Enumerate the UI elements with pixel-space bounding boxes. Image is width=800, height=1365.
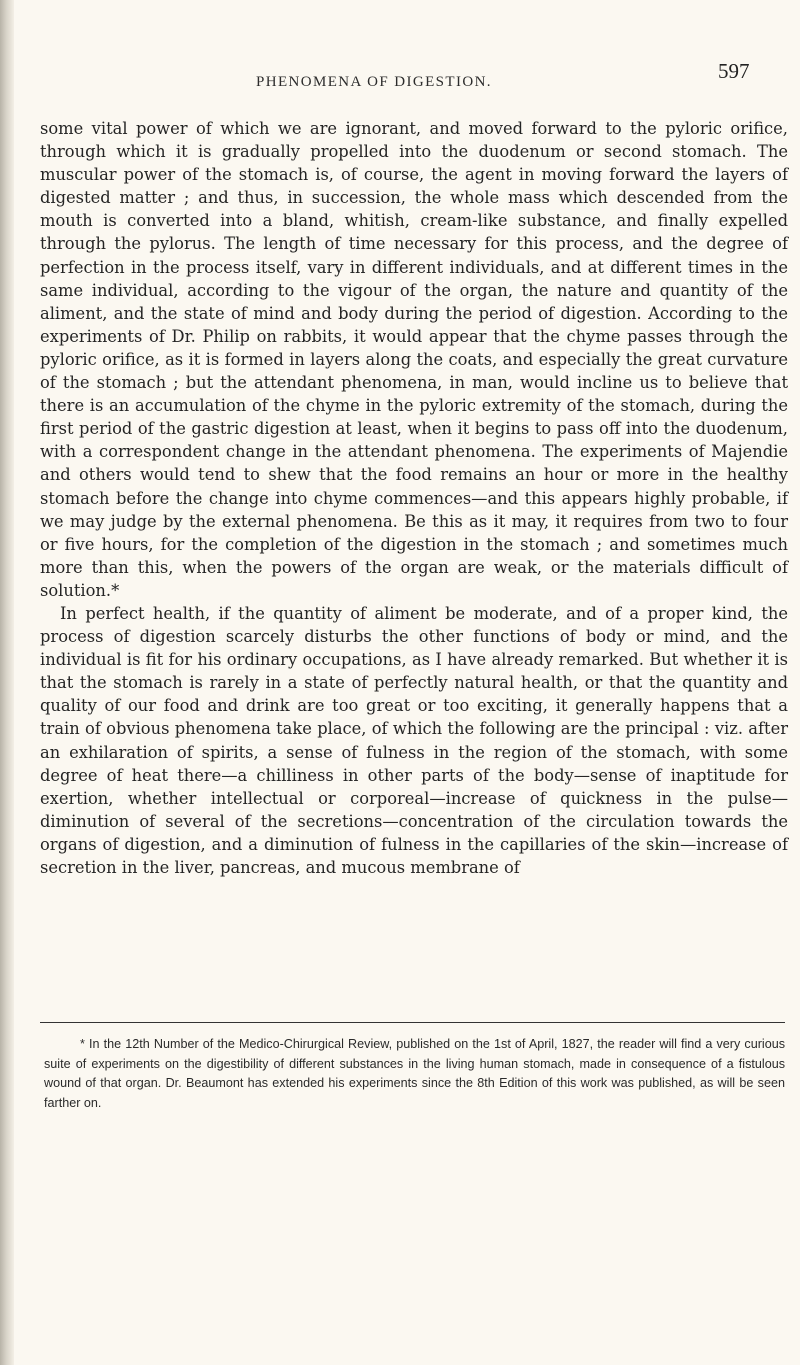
footnote: * In the 12th Number of the Medico-Chirurgical Review, published on the 1st of April, 1827, the reader will find a very curious suite of experiments on the digestibility of different substances in the living human stomach, made in consequence of a fistulous wound of that organ. Dr. Beaumont has extended his experiments since the 8th Edition of this work was published, as will be seen farther on.: [44, 1037, 785, 1110]
body-paragraph: some vital power of which we are ignorant, and moved forward to the pyloric orifice, through which it is gradually propelled into the duodenum or second stomach. The muscular power of the stomach is, of course, the agent in moving forward the layers of digested matter ; and thus, in succession, the whole mass which descended from the mouth is converted into a bland, whitish, cream-like substance, and finally expelled through the pylorus. The length of time necessary for this process, and the degree of perfection in the process itself, vary in different individuals, and at different times in the same individual, according to the vigour of the organ, the nature and quantity of the aliment, and the state of mind and body during the period of digestion. According to the experiments of Dr. Philip on rabbits, it would appear that the chyme passes through the pyloric orifice, as it is formed in layers along the coats, and especially the great curvature of the stomach ; but the attendant phenomena, in man, would incline us to believe that there is an accumulation of the chyme in the pyloric extremity of the stomach, during the first period of the gastric digestion at least, when it begins to pass off into the duodenum, with a correspondent change in the attendant phenomena. The experiments of Majendie and others would tend to shew that the food remains an hour or more in the healthy stomach before the change into chyme commences—and this appears highly probable, if we may judge by the external phenomena. Be this as it may, it requires from two to four or five hours, for the completion of the digestion in the stomach ; and sometimes much more than this, when the powers of the organ are weak, or the materials difficult of solution.*: [40, 119, 788, 600]
page-number: 597: [718, 59, 750, 83]
body-paragraph: In perfect health, if the quantity of aliment be moderate, and of a proper kind, the process of digestion scarcely disturbs the other functions of body or mind, and the individual is fit for his ordinary occupations, as I have already remarked. But whether it is that the stomach is rarely in a state of perfectly natural health, or that the quantity and quality of our food and drink are too great or too exciting, it generally happens that a train of obvious phenomena take place, of which the following are the principal : viz. after an exhilaration of spirits, a sense of fulness in the region of the stomach, with some degree of heat there—a chilliness in other parts of the body—sense of inaptitude for exertion, whether intellectual or corporeal—increase of quickness in the pulse—diminution of several of the secretions—concentration of the circulation towards the organs of digestion, and a diminution of fulness in the capillaries of the skin—increase of secretion in the liver, pancreas, and mucous membrane of: [40, 603, 788, 877]
running-head: [0, 52, 800, 92]
footnote-divider: [40, 1022, 785, 1023]
page-binding-edge: [0, 0, 14, 1365]
running-title: PHENOMENA OF DIGESTION.: [256, 74, 492, 90]
body-text: [40, 117, 788, 879]
